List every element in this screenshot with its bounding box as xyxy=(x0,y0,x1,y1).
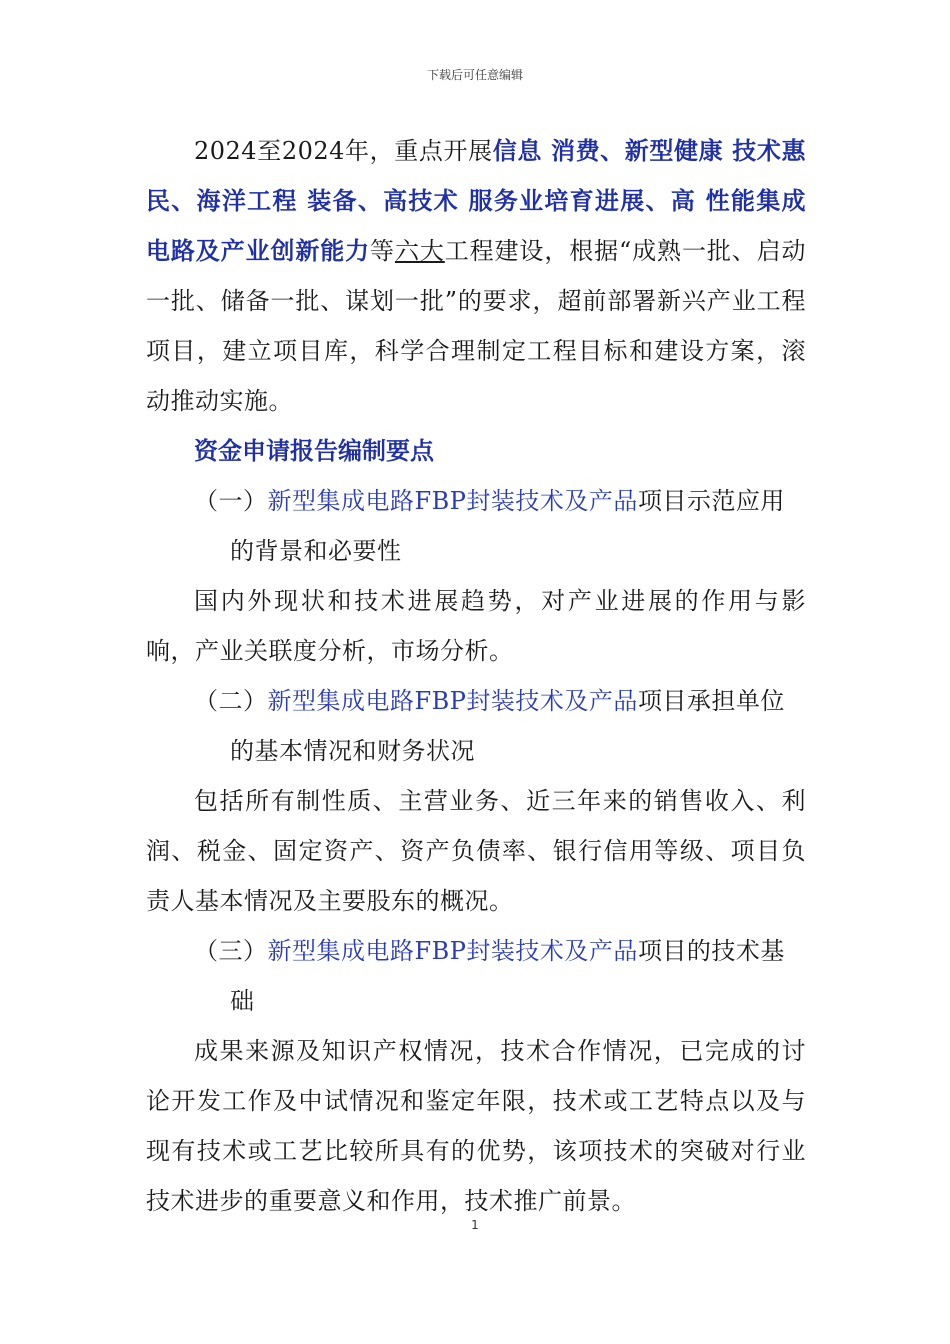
item-heading-rest: 项目示范应用的背景和必要性 xyxy=(230,487,785,565)
item-heading-rest: 项目承担单位的基本情况和财务状况 xyxy=(230,687,785,765)
item-heading-3 xyxy=(146,926,806,1026)
item-number: （三） xyxy=(194,937,268,965)
item-project-link[interactable]: 新型集成电路FBP封装技术及产品 xyxy=(267,687,638,715)
section-title: 资金申请报告编制要点 xyxy=(194,437,434,465)
item-heading-1 xyxy=(146,476,806,576)
intro-tail-text: 工程建设，根据“成熟一批、启动一批、储备一批、谋划一批”的要求，超前部署新兴产业工程项目，建立项目库，科学合理制定工程目标和建设方案，滚动推动实施。 xyxy=(146,237,807,415)
item-heading-rest: 项目的技术基础 xyxy=(230,937,785,1015)
item-body-1: 国内外现状和技术进展趋势，对产业进展的作用与影响，产业关联度分析，市场分析。 xyxy=(146,587,806,665)
page-header-note: 下载后可任意编辑 xyxy=(426,68,523,82)
document-body xyxy=(146,126,806,1226)
intro-lead-text: 2024至2024年，重点开展 xyxy=(194,137,493,165)
intro-highlight-text: 信息 消费、新型健康 技术惠民、海洋工程 装备、高技术 服务业培育进展、高 性能集成电路及产业创新能力 xyxy=(146,136,806,265)
page-number: 1 xyxy=(471,1218,479,1232)
intro-paragraph xyxy=(146,126,806,426)
item-number: （一） xyxy=(194,487,268,515)
item-body-3: 成果来源及知识产权情况，技术合作情况，已完成的讨论开发工作及中试情况和鉴定年限，技术或工艺特点以及与现有技术或工艺比较所具有的优势，该项技术的突破对行业技术进步的重要意义和作用，技术推广前景。 xyxy=(146,1037,806,1215)
item-number: （二） xyxy=(194,687,268,715)
item-project-link[interactable]: 新型集成电路FBP封装技术及产品 xyxy=(267,937,638,965)
intro-underlined-text: 六大 xyxy=(394,237,445,265)
item-body-2: 包括所有制性质、主营业务、近三年来的销售收入、利润、税金、固定资产、资产负债率、银行信用等级、项目负责人基本情况及主要股东的概况。 xyxy=(146,787,806,915)
item-heading-2 xyxy=(146,676,806,776)
intro-mid-text: 等 xyxy=(370,237,395,265)
item-project-link[interactable]: 新型集成电路FBP封装技术及产品 xyxy=(267,487,638,515)
